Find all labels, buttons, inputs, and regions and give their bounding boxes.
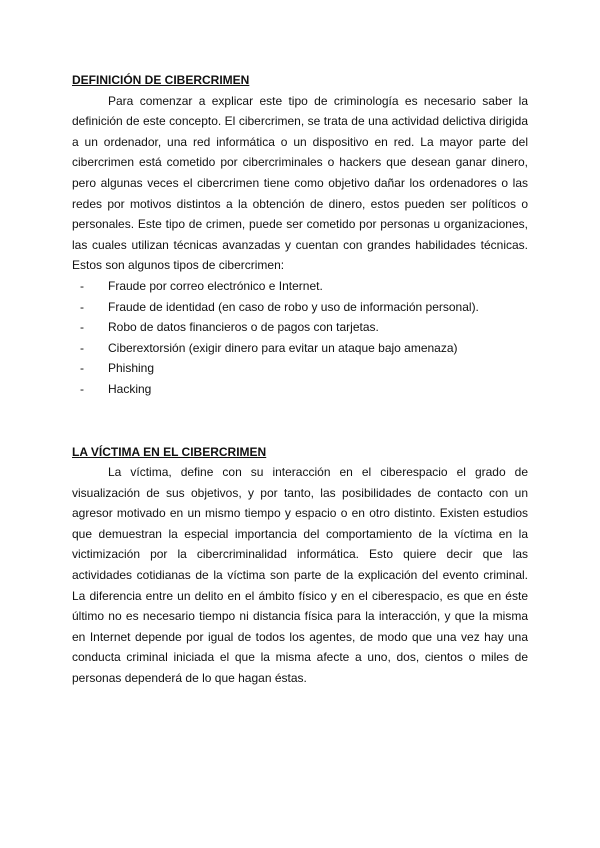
section-heading: LA VÍCTIMA EN EL CIBERCRIMEN	[72, 444, 267, 459]
list-item	[72, 338, 528, 359]
cybercrime-types-list	[72, 276, 528, 400]
section-heading: DEFINICIÓN DE CIBERCRIMEN	[72, 73, 250, 87]
section-paragraph: La víctima, define con su interacción en el ciberespacio el grado de visualización de sus objetivos, y por tanto, las posibilidades de contacto con un agresor motivado en un mismo tiempo y espacio o en otro distinto. Existen estudios que demuestran la especial importancia del comportamiento de la víctima en la victimización por la cibercriminalidad informática. Esto quiere decir que las actividades cotidianas de la víctima son parte de la explicación del evento criminal. La diferencia entre un delito en el ámbito físico y en el ciberespacio, es que en éste último no es necesario tiempo ni distancia física para la interacción, y que la misma en Internet depende por igual de todos los agentes, de modo que una vez hay una conducta criminal iniciada el que la misma afecte a uno, dos, cientos o miles de personas dependerá de lo que hagan éstas.	[72, 465, 528, 686]
list-item	[72, 276, 528, 297]
list-item-text: Hacking	[108, 381, 152, 396]
section-definicion	[72, 70, 528, 400]
list-item-text: Robo de datos financieros o de pagos con tarjetas.	[108, 320, 379, 335]
section-paragraph: Para comenzar a explicar este tipo de criminología es necesario saber la definición de este concepto. El cibercrimen, se trata de una actividad delictiva dirigida a un ordenador, una red informática o un dispositivo en red. La mayor parte del cibercrimen está cometido por cibercriminales o hackers que desean ganar dinero, pero algunas veces el cibercrimen tiene como objetivo dañar los ordenadores o las redes por motivos distintos a la obtención de dinero, estos pueden ser políticos o personales. Este tipo de crimen, puede ser cometido por personas u organizaciones, las cuales utilizan técnicas avanzadas y cuentan con grandes habilidades técnicas. Estos son algunos tipos de cibercrimen:	[72, 93, 528, 273]
list-item	[72, 297, 528, 318]
bullet-dash: -	[80, 361, 84, 376]
section-victima	[72, 442, 528, 689]
list-item-text: Ciberextorsión (exigir dinero para evitar un ataque bajo amenaza)	[108, 340, 458, 355]
list-item	[72, 358, 528, 379]
bullet-dash: -	[80, 278, 84, 293]
list-item-text: Fraude por correo electrónico e Internet.	[108, 278, 323, 293]
bullet-dash: -	[80, 299, 84, 314]
bullet-dash: -	[80, 381, 84, 396]
list-item	[72, 379, 528, 400]
list-item-text: Phishing	[108, 361, 155, 376]
list-item-text: Fraude de identidad (en caso de robo y uso de información personal).	[108, 299, 479, 314]
list-item	[72, 317, 528, 338]
bullet-dash: -	[80, 340, 84, 355]
bullet-dash: -	[80, 320, 84, 335]
section-spacer	[72, 400, 528, 442]
